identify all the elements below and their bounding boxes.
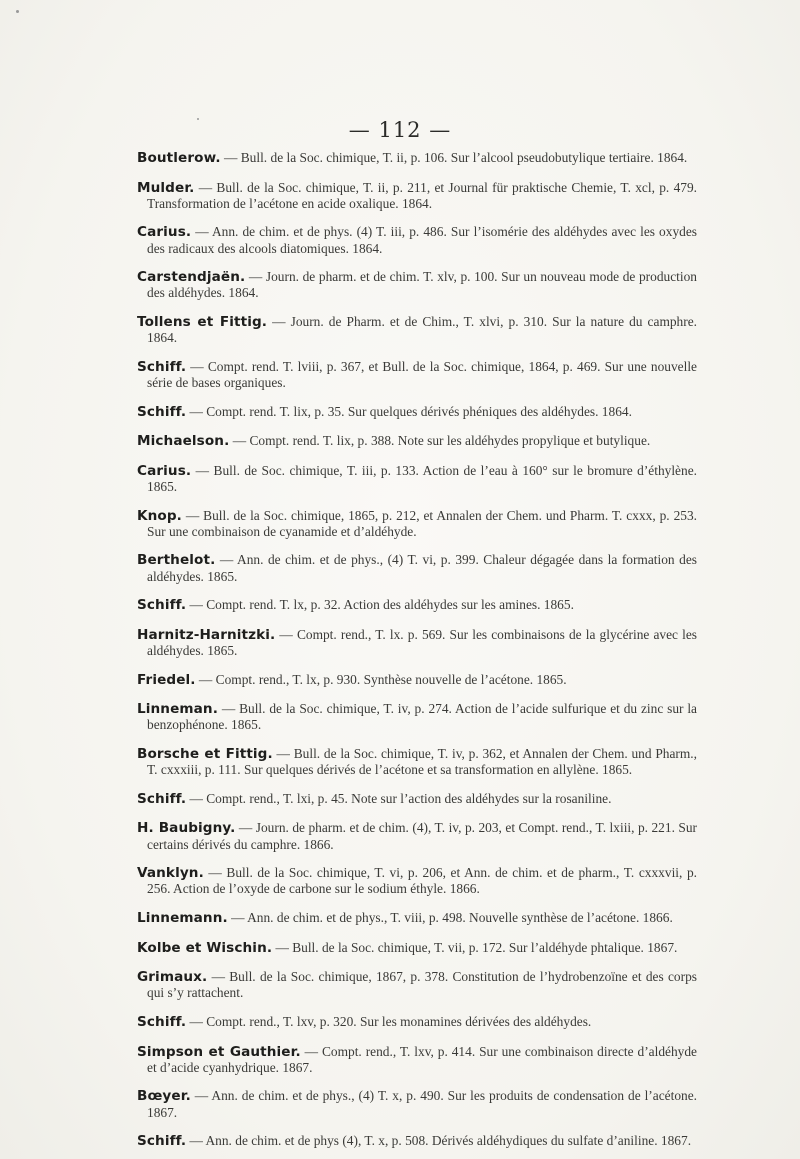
entry-text: — Compt. rend. T. lix, p. 388. Note sur les aldéhydes propylique et butylique. [229,433,651,449]
entry-text: — Bull. de la Soc. chimique, T. iv, p. 274. Action de l’acide sulfurique et du zinc sur la benzophénone. 1865. [147,701,697,733]
page-number: — 112 — [348,118,452,142]
entry-text: — Bull. de la Soc. chimique, T. ii, p. 106. Sur l’alcool pseudobutylique tertiaire. 1864. [220,150,688,165]
paper-speck [16,10,19,13]
entry-text: — Journ. de pharm. et de chim. (4), T. iv, p. 203, et Compt. rend., T. lxiii, p. 221. Sur certains dérivés du camphre. 1866. [147,820,697,852]
entry-author: Simpson et Gauthier. [137,1043,301,1060]
entry-author: Bœyer. [137,1088,191,1105]
entry-text: — Ann. de chim. et de phys., T. viii, p. 498. Nouvelle synthèse de l’acétone. 1866. [227,909,673,925]
bibliography-entry [137,1014,697,1030]
bibliography-entry [137,969,697,1000]
entry-text: — Bull. de la Soc. chimique, T. vi, p. 206, et Ann. de chim. et de pharm., T. cxxxvii, p. 256. Action de l’oxyde de carbone sur le sodium éthyle. 1866. [147,865,697,897]
entry-author: Schiff. [137,597,187,614]
entry-author: Boutlerow. [137,150,221,166]
bibliography-entry [137,1088,697,1119]
entry-author: Tollens et Fittig. [137,313,268,330]
entry-author: Schiff. [137,1133,187,1150]
bibliography-entry [137,269,697,300]
entry-text: — Compt. rend. T. lix, p. 35. Sur quelques dérivés phéniques des aldéhydes. 1864. [186,403,632,419]
bibliography-entry [137,672,697,688]
entry-text: — Compt. rend., T. lxv, p. 320. Sur les monamines dérivées des aldéhydes. [186,1013,592,1029]
entry-text: — Bull. de la Soc. chimique, T. ii, p. 211, et Journal für praktische Chemie, T. xcl, p. 479. Transformation de l’acétone en acide oxalique. 1864. [147,179,697,211]
entry-text: — Ann. de chim. et de phys. (4) T. iii, p. 486. Sur l’isomérie des aldéhydes avec les oxydes des radicaux des alcools diatomiques. 1864. [147,224,697,256]
entry-author: Schiff. [137,1013,187,1030]
bibliography-entry [137,433,697,449]
bibliography-entry [137,627,697,658]
bibliography-entry [137,701,697,732]
entry-text: — Bull. de la Soc. chimique, T. iv, p. 362, et Annalen der Chem. und Pharm., T. cxxxiii, p. 111. Sur quelques dérivés de l’acétone et sa transformation en allylène. 1865. [147,745,697,778]
bibliography-entry [137,224,697,255]
entry-author: Friedel. [137,671,196,688]
entry-author: Schiff. [137,403,187,420]
entry-author: Carstendjaën. [137,269,246,286]
bibliography-entry [137,910,697,926]
bibliography-entry [137,180,697,211]
entry-author: Mulder. [137,179,195,196]
entry-author: Schiff. [137,358,187,375]
entry-author: H. Baubigny. [137,820,236,837]
entry-author: Knop. [137,507,182,524]
entry-author: Berthelot. [137,552,216,569]
bibliography-entry [137,791,697,807]
bibliography-list [137,150,697,1154]
entry-author: Grimaux. [137,969,208,986]
bibliography-entry [137,820,697,851]
entry-text: — Bull. de la Soc. chimique, 1865, p. 212, et Annalen der Chem. und Pharm. T. cxxx, p. 253. Sur une combinaison de cyanamide et d’aldéhyde. [147,507,697,539]
entry-text: — Bull. de la Soc. chimique, 1867, p. 378. Constitution de l’hydrobenzoïne et des corps qui s’y rattachent. [147,969,697,1001]
entry-text: — Compt. rend. T. lviii, p. 367, et Bull. de la Soc. chimique, 1864, p. 469. Sur une nouvelle série de bases organiques. [147,358,697,390]
entry-author: Schiff. [137,790,187,807]
entry-author: Linneman. [137,701,218,718]
entry-author: Michaelson. [137,433,230,450]
bibliography-entry [137,597,697,613]
bibliography-entry [137,508,697,539]
entry-text: — Compt. rend., T. lx. p. 569. Sur les combinaisons de la glycérine avec les aldéhydes. 1865. [147,626,697,658]
entry-text: — Ann. de chim. et de phys., (4) T. x, p. 490. Sur les produits de condensation de l’acétone. 1867. [147,1088,697,1120]
bibliography-entry [137,940,697,956]
entry-text: — Journ. de pharm. et de chim. T. xlv, p. 100. Sur un nouveau mode de production des aldéhydes. 1864. [147,269,697,301]
entry-text: — Compt. rend. T. lx, p. 32. Action des aldéhydes sur les amines. 1865. [186,597,574,613]
bibliography-entry [137,150,697,166]
entry-text: — Bull. de la Soc. chimique, T. vii, p. 172. Sur l’aldéhyde phtalique. 1867. [272,939,678,955]
entry-author: Carius. [137,224,192,241]
entry-author: Kolbe et Wischin. [137,939,273,956]
bibliography-entry [137,1133,697,1149]
entry-author: Linnemann. [137,909,228,926]
entry-text: — Journ. de Pharm. et de Chim., T. xlvi, p. 310. Sur la nature du camphre. 1864. [147,313,697,346]
bibliography-entry [137,1044,697,1075]
entry-text: — Compt. rend., T. lx, p. 930. Synthèse nouvelle de l’acétone. 1865. [195,671,567,687]
entry-text: — Bull. de Soc. chimique, T. iii, p. 133. Action de l’eau à 160° sur le bromure d’éthylène. 1865. [147,462,697,494]
bibliography-entry [137,865,697,896]
entry-text: — Ann. de chim. et de phys (4), T. x, p. 508. Dérivés aldéhydiques du sulfate d’aniline. 1867. [186,1133,692,1149]
bibliography-entry [137,314,697,345]
entry-author: Vanklyn. [137,865,204,882]
bibliography-entry [137,359,697,390]
entry-text: — Ann. de chim. et de phys., (4) T. vi, p. 399. Chaleur dégagée dans la formation des aldéhydes. 1865. [147,552,697,584]
entry-text: — Compt. rend., T. lxi, p. 45. Note sur l’action des aldéhydes sur la rosaniline. [186,790,612,806]
entry-text: — Compt. rend., T. lxv, p. 414. Sur une combinaison directe d’aldéhyde et d’acide cyanhydrique. 1867. [147,1043,697,1075]
bibliography-entry [137,746,697,777]
bibliography-entry [137,404,697,420]
entry-author: Harnitz-Harnitzki. [137,626,276,643]
entry-author: Borsche et Fittig. [137,745,273,762]
entry-author: Carius. [137,462,192,479]
bibliography-entry [137,463,697,494]
bibliography-entry [137,552,697,583]
